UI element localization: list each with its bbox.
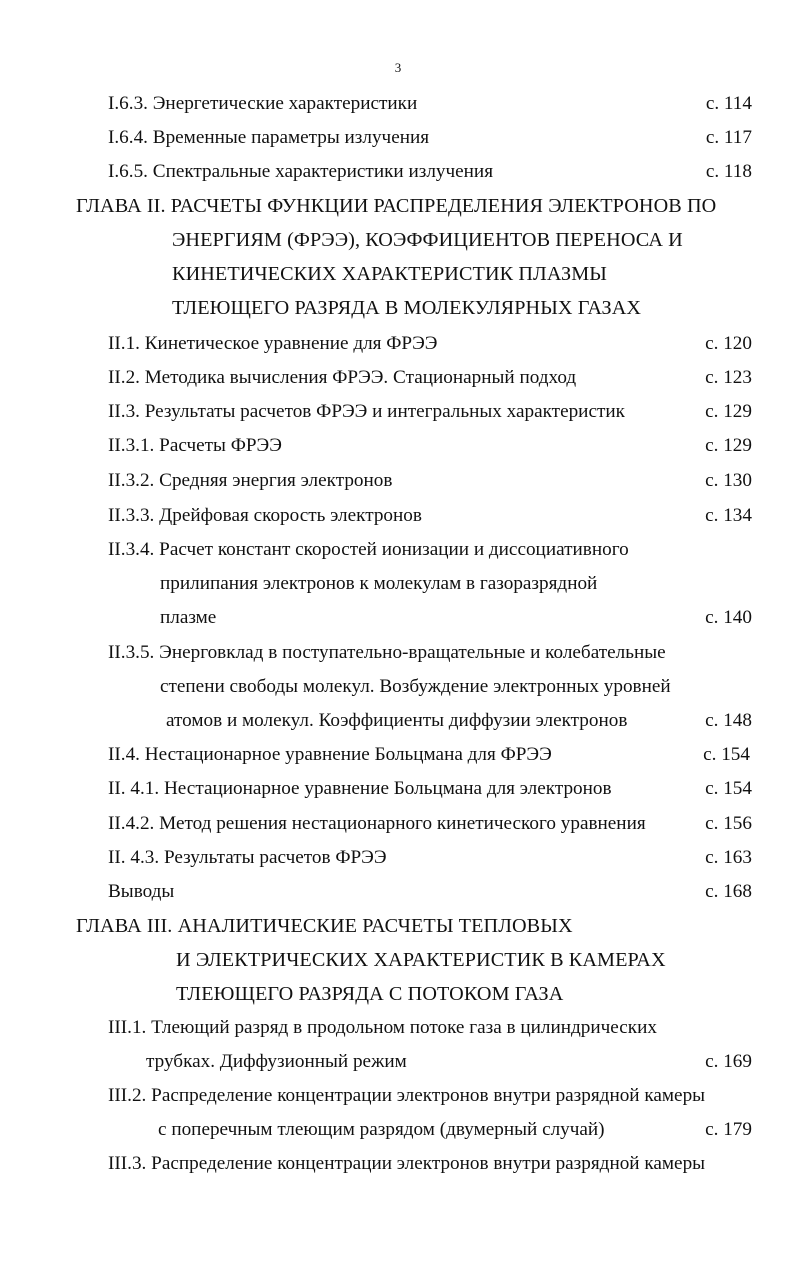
toc-entry-title: II.3.1. Расчеты ФРЭЭ — [108, 435, 282, 456]
toc-entry-title-continued: прилипания электронов к молекулам в газоразрядной — [160, 573, 598, 594]
toc-entry-title: II.4. Нестационарное уравнение Больцмана для ФРЭЭ — [108, 744, 552, 765]
toc-entry-page: с. 163 — [705, 847, 752, 868]
toc-entry-page: с. 114 — [705, 93, 752, 114]
toc-entry-page: с. 120 — [705, 333, 752, 354]
toc-entry-title: II. 4.3. Результаты расчетов ФРЭЭ — [108, 847, 387, 868]
toc-entry-title: II.3. Результаты расчетов ФРЭЭ и интегральных характеристик — [108, 401, 625, 422]
chapter-heading-line: ТЛЕЮЩЕГО РАЗРЯДА С ПОТОКОМ ГАЗА — [176, 983, 564, 1005]
toc-entry-page: с. 156 — [705, 813, 752, 834]
toc-entry-page: с. 129 — [705, 401, 752, 422]
toc-entry-title: I.6.3. Энергетические характеристики — [108, 93, 418, 114]
chapter-heading-line: ТЛЕЮЩЕГО РАЗРЯДА В МОЛЕКУЛЯРНЫХ ГАЗАХ — [172, 297, 642, 319]
toc-entry-title: II.1. Кинетическое уравнение для ФРЭЭ — [108, 333, 438, 354]
toc-entry-title: I.6.4. Временные параметры излучения — [108, 127, 430, 148]
toc-entry-title: II.3.4. Расчет констант скоростей ионизации и диссоциативного — [108, 539, 629, 560]
toc-entry-title: Выводы — [108, 881, 175, 902]
toc-entry-page: с. 154 — [703, 744, 750, 765]
chapter-heading-line: КИНЕТИЧЕСКИХ ХАРАКТЕРИСТИК ПЛАЗМЫ — [172, 263, 607, 285]
toc-entry-title: II.3.3. Дрейфовая скорость электронов — [108, 505, 422, 526]
toc-entry-title-continued: плазме — [160, 607, 217, 628]
toc-entry-title: II. 4.1. Нестационарное уравнение Больцмана для электронов — [108, 778, 612, 799]
toc-entry-title-continued: степени свободы молекул. Возбуждение электронных уровней — [160, 676, 671, 697]
chapter-heading-line: ЭНЕРГИЯМ (ФРЭЭ), КОЭФФИЦИЕНТОВ ПЕРЕНОСА И — [172, 229, 683, 251]
toc-entry-page: с. 134 — [705, 505, 752, 526]
toc-entry-page: с. 118 — [705, 161, 752, 182]
toc-entry-title-continued: трубках. Диффузионный режим — [146, 1051, 407, 1072]
toc-entry-page: с. 123 — [705, 367, 752, 388]
toc-entry-page: с. 169 — [705, 1051, 752, 1072]
toc-entry-title: I.6.5. Спектральные характеристики излучения — [108, 161, 494, 182]
toc-entry-page: с. 154 — [705, 778, 752, 799]
toc-entry-page: с. 130 — [705, 470, 752, 491]
toc-entry-title: II.4.2. Метод решения нестационарного кинетического уравнения — [108, 813, 646, 834]
toc-entry-title: III.1. Тлеющий разряд в продольном потоке газа в цилиндрических — [108, 1017, 657, 1038]
toc-entry-title: III.2. Распределение концентрации электронов внутри разрядной камеры — [108, 1085, 706, 1106]
toc-entry-title: III.3. Распределение концентрации электронов внутри разрядной камеры — [108, 1153, 706, 1174]
toc-entry-page: с. 117 — [705, 127, 752, 148]
page-number: 3 — [394, 60, 402, 75]
toc-entry-title: II.2. Методика вычисления ФРЭЭ. Стационарный подход — [108, 367, 577, 388]
toc-entry-page: с. 129 — [705, 435, 752, 456]
chapter-heading-line: ГЛАВА II. РАСЧЕТЫ ФУНКЦИИ РАСПРЕДЕЛЕНИЯ ЭЛЕКТРОНОВ ПО — [76, 195, 717, 217]
toc-entry-page: с. 179 — [705, 1119, 752, 1140]
chapter-heading-line: ГЛАВА III. АНАЛИТИЧЕСКИЕ РАСЧЕТЫ ТЕПЛОВЫХ — [76, 915, 573, 937]
toc-entry-title-continued: атомов и молекул. Коэффициенты диффузии электронов — [166, 710, 628, 731]
toc-entry-page: с. 168 — [705, 881, 752, 902]
toc-entry-title: II.3.2. Средняя энергия электронов — [108, 470, 393, 491]
toc-entry-title-continued: с поперечным тлеющим разрядом (двумерный случай) — [158, 1119, 605, 1140]
toc-entry-page: с. 140 — [705, 607, 752, 628]
toc-entry-title: II.3.5. Энерговклад в поступательно-вращательные и колебательные — [108, 642, 666, 663]
chapter-heading-line: И ЭЛЕКТРИЧЕСКИХ ХАРАКТЕРИСТИК В КАМЕРАХ — [176, 949, 666, 971]
toc-entry-page: с. 148 — [705, 710, 752, 731]
